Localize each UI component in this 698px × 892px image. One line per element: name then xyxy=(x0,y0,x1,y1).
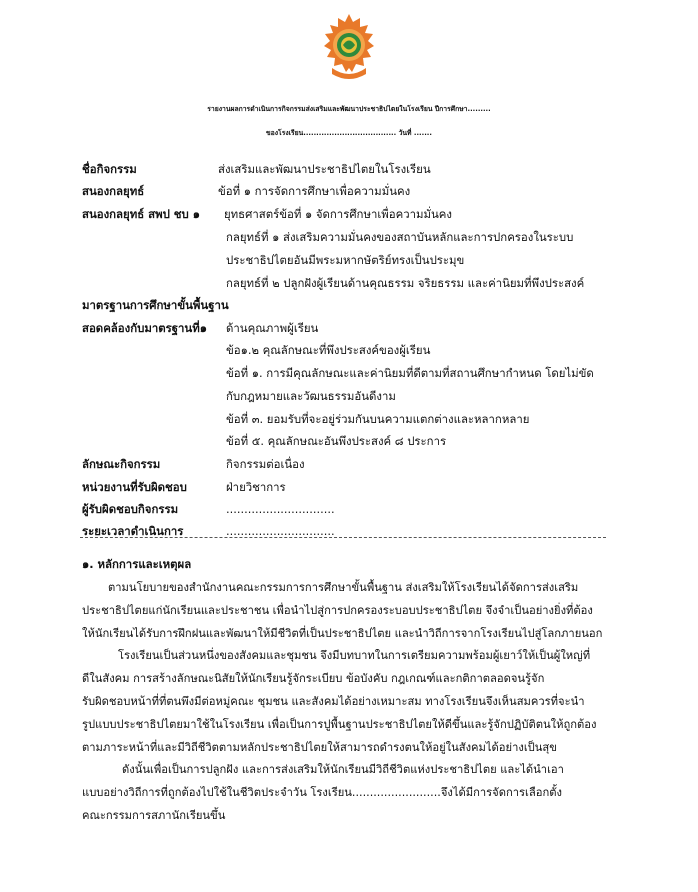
paragraph-line: ประชาธิปไตยแก่นักเรียนและประชาชน เพื่อนำไปสู่การปกครองระบอบประชาธิปไตย จึงจำเป็นอย่างยิ่งที่ต้อง xyxy=(82,604,593,617)
activity-owner-value: .............................. xyxy=(226,502,335,516)
paragraph-line: รูปแบบประชาธิปไตยมาใช้ในโรงเรียน เพื่อเป็นการปูพื้นฐานประชาธิปไตยให้ดีขึ้นและรู้จักปฏิบัติตนให้ถูกต้อง xyxy=(82,718,597,731)
responsible-unit-value: ฝ่ายวิชาการ xyxy=(226,480,286,494)
report-title: รายงานผลการดำเนินการกิจกรรมส่งเสริมและพัฒนาประชาธิปไตยในโรงเรียน ปีการศึกษา......... xyxy=(207,105,491,113)
section-heading: ๑. หลักการและเหตุผล xyxy=(82,557,192,571)
obec-line: ยุทธศาสตร์ข้อที่ ๑ จัดการศึกษาเพื่อความมั่นคง xyxy=(224,207,452,221)
paragraph-line: แบบอย่างวิถีการที่ถูกต้องไปใช้ในชีวิตประจำวัน โรงเรียน.........................จึงได้มีการจัดการเลือกตั้ง xyxy=(82,786,562,799)
alignment-line: ข้อที่ ๓. ยอมรับที่จะอยู่ร่วมกันบนความแตกต่างและหลากหลาย xyxy=(226,412,530,426)
paragraph-line: ดีในสังคม การสร้างลักษณะนิสัยให้นักเรียนรู้จักระเบียบ ข้อบังคับ กฎเกณฑ์และกติกาตลอดจนรู้จัก xyxy=(82,672,545,685)
alignment-label: สอดคล้องกับมาตรฐานที่๑ xyxy=(82,321,207,335)
activity-nature-label: ลักษณะกิจกรรม xyxy=(82,457,161,471)
obec-strategy-label: สนองกลยุทธ์ สพป ชบ ๑ xyxy=(82,207,200,221)
activity-owner-label: ผู้รับผิดชอบกิจกรรม xyxy=(82,502,179,516)
paragraph-line: ตามภาระหน้าที่และมีวิถีชีวิตตามหลักประชาธิปไตยให้สามารถดำรงตนให้อยู่ในสังคมได้อย่างเป็นสุข xyxy=(82,741,557,754)
alignment-line: ข้อที่ ๕. คุณลักษณะอันพึงประสงค์ ๘ ประการ xyxy=(226,434,447,448)
period-label: ระยะเวลาดำเนินการ xyxy=(82,524,184,538)
period-value: .............................. xyxy=(226,524,335,538)
activity-label: ชื่อกิจกรรม xyxy=(82,162,137,176)
paragraph-line: โรงเรียนเป็นส่วนหนึ่งของสังคมและชุมชน จึงมีบทบาทในการเตรียมความพร้อมผู้เยาว์ให้เป็นผู้ใหญ่ที่ xyxy=(118,649,591,662)
alignment-line: ข้อที่ ๑. การมีคุณลักษณะและค่านิยมที่ดีตามที่สถานศึกษากำหนด โดยไม่ขัด xyxy=(226,366,594,380)
obec-line: กลยุทธ์ที่ ๒ ปลูกฝังผู้เรียนด้านคุณธรรม จริยธรรม และค่านิยมที่พึงประสงค์ xyxy=(226,276,585,290)
report-subtitle: ของโรงเรียน.................................... วันที่ ....... xyxy=(266,129,432,137)
section-divider xyxy=(80,537,606,538)
alignment-line: ด้านคุณภาพผู้เรียน xyxy=(226,321,319,335)
school-emblem-logo xyxy=(322,12,376,82)
strategy-label: สนองกลยุทธ์ xyxy=(82,184,145,198)
activity-nature-value: กิจกรรมต่อเนื่อง xyxy=(226,457,305,471)
alignment-line: ข้อ๑.๒ คุณลักษณะที่พึงประสงค์ของผู้เรียน xyxy=(226,343,431,357)
standard-label: มาตรฐานการศึกษาขั้นพื้นฐาน xyxy=(82,298,229,312)
responsible-unit-label: หน่วยงานที่รับผิดชอบ xyxy=(82,480,187,494)
obec-line: กลยุทธ์ที่ ๑ ส่งเสริมความมั่นคงของสถาบันหลักและการปกครองในระบบ xyxy=(226,230,574,244)
paragraph-line: ดังนั้นเพื่อเป็นการปลูกฝัง และการส่งเสริมให้นักเรียนมีวิถีชีวิตแห่งประชาธิปไตย และได้นำเอา xyxy=(122,763,564,776)
activity-value: ส่งเสริมและพัฒนาประชาธิปไตยในโรงเรียน xyxy=(218,162,431,176)
strategy-value: ข้อที่ ๑ การจัดการศึกษาเพื่อความมั่นคง xyxy=(218,184,411,198)
obec-line: ประชาธิปไตยอันมีพระมหากษัตริย์ทรงเป็นประมุข xyxy=(226,253,465,267)
paragraph-line: รับผิดชอบหน้าที่ที่ตนพึงมีต่อหมู่คณะ ชุมชน และสังคมได้อย่างเหมาะสม ทางโรงเรียนจึงเห็นสมควรที่จะนำ xyxy=(82,695,585,708)
paragraph-line: ตามนโยบายของสำนักงานคณะกรรมการการศึกษาขั้นพื้นฐาน ส่งเสริมให้โรงเรียนได้จัดการส่งเสริม xyxy=(108,581,579,594)
alignment-line: กับกฎหมายและวัฒนธรรมอันดีงาม xyxy=(226,389,396,403)
paragraph-line: ให้นักเรียนได้รับการฝึกฝนและพัฒนาให้มีชีวิตที่เป็นประชาธิปไตย และนำวิถีการจากโรงเรียนไปสู่โลกภายนอก xyxy=(82,627,603,640)
paragraph-line: คณะกรรมการสภานักเรียนขึ้น xyxy=(82,809,226,822)
